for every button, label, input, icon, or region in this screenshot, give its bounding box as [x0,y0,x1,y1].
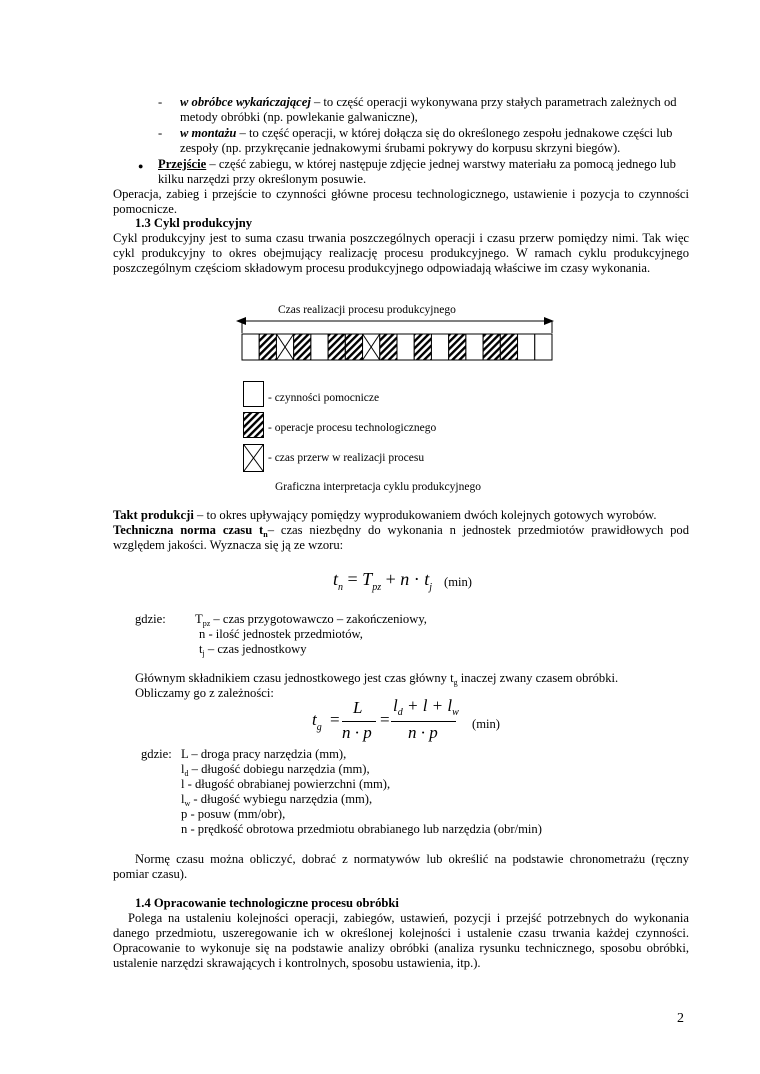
section-heading: 1.3 Cykl produkcyjny [135,216,252,230]
where-line: n - ilość jednostek przedmiotów, [199,627,363,641]
formula-denominator: n · p [408,723,438,742]
list-item-line: kilku narzędzi przy określonym posuwie. [158,172,367,186]
legend-swatch-hatch [243,412,264,438]
segment-empty [518,334,535,360]
legend-swatch-cross [243,444,264,472]
where-line: p - posuw (mm/obr), [181,807,286,821]
paragraph-line: poszczególnym częściom składowym procesu produkcyjnego odpowiadają właściwe im czasy wykonania. [113,261,651,275]
term-norm-sub: n [263,530,268,539]
fraction-bar [342,721,376,722]
segment-hatch [500,334,517,360]
text: inaczej zwany czasem obróbki. [457,671,619,685]
where-line: L – droga pracy narzędzia (mm), [181,747,347,761]
formula-symbol: n [400,569,410,589]
dash-marker: - [158,126,163,140]
formula-operator: · [409,569,425,589]
formula-main-time-lhs [312,710,322,733]
symbol-sub: d [184,769,189,778]
legend-label-breaks: - czas przerw w realizacji procesu [268,452,425,464]
segment-hatch [294,334,311,360]
where-label: gdzie: [135,612,166,626]
term-assembly: w montażu [180,126,237,140]
segment-hatch [259,334,276,360]
paragraph-line: ustalenie narzędzi skrawających i kontrolnych, sposobu ustawienia, itp.). [113,956,481,970]
arrow-head-left [236,317,246,325]
where-label: gdzie: [141,747,172,761]
segment-empty [242,334,259,360]
segment-hatch [345,334,362,360]
segment-empty [311,334,328,360]
formula-operator: + [381,569,401,589]
symbol: T [195,612,203,626]
paragraph-line: Obliczamy go z zależności: [135,686,274,700]
where-line: l - długość obrabianej powierzchni (mm), [181,777,391,791]
list-item-text: – to część operacji wykonywana przy stałych parametrach zależnych od [310,95,677,109]
where-line [195,612,427,628]
symbol: t [199,642,203,656]
fraction-bar [391,721,456,722]
segment-hatch [449,334,466,360]
formula-norm-time [333,568,432,594]
formula-symbol: t [312,710,317,729]
symbol-sub: g [453,678,458,687]
takt-definition [113,508,656,523]
where-text: – długość dobiegu narzędzia (mm), [188,762,370,776]
formula-sub: g [316,722,322,733]
segment-hatch [483,334,500,360]
legend-swatch-empty [243,381,264,407]
formula-sub: w [452,707,459,718]
definition-text: – czas niezbędny do wykonania n jednostek przedmiotów prawidłowych pod [267,523,690,537]
page-number: 2 [677,1011,684,1026]
symbol: l [181,762,185,776]
formula-operator: = [343,569,363,589]
term-pass: Przejście [158,157,207,171]
formula-symbol: t [333,569,339,589]
paragraph-line: pomocnicze. [113,202,177,216]
symbol-sub: j [202,649,205,658]
where-text: – czas przygotowawczo – zakończeniowy, [210,612,427,626]
segment-empty [466,334,483,360]
paragraph-line [135,671,618,687]
formula-denominator: n · p [342,723,372,742]
text: Głównym składnikiem czasu jednostkowego jest czas główny t [135,671,454,685]
list-item-text: – to część operacji, w której dołącza się do określonego zespołu jednakowe części lub [236,126,673,140]
paragraph-line: cykl produkcyjny to okres obejmujący realizację procesu produkcyjnego. W ramach cyklu produkcyjnego [113,246,689,260]
dash-marker: - [158,95,163,109]
term-takt: Takt produkcji [113,508,194,522]
paragraph-line: Opracowanie to wykonuje się na podstawie analizy obróbki (analiza rysunku technicznego, sposobu obróbki, [113,941,689,955]
segment-hatch [380,334,397,360]
formula-unit: (min) [472,717,500,731]
list-item-finishing [180,95,688,110]
paragraph-line: Normę czasu można obliczyć, dobrać z normatywów lub określić na podstawie chronometrażu (ręczny [135,852,689,866]
formula-sub: n [338,582,344,593]
segment-empty [431,334,448,360]
segment-hatch [328,334,345,360]
formula-unit: (min) [444,575,472,589]
formula-symbol: l [393,696,398,715]
segment-empty [535,334,552,360]
formula-symbol: + l + l [402,696,453,715]
formula-numerator: L [353,698,363,717]
formula-sub: pz [372,582,382,593]
list-item-text: – część zabiegu, w której następuje zdjęcie jednej warstwy materiału za pomocą jednego lub [206,157,676,171]
formula-numerator [393,698,459,716]
formula-symbol: T [362,569,373,589]
diagram-caption: Graficzna interpretacja cyklu produkcyjnego [275,481,481,493]
paragraph-line: Cykl produkcyjny jest to suma czasu trwania poszczególnych operacji i czasu przerw pomiędzy nimi. Tak więc [113,231,689,245]
paragraph-line: Operacja, zabieg i przejście to czynności główne procesu technologicznego, ustawienie i pozycja to czynności [113,187,689,201]
list-item-pass [158,157,676,172]
diagram-top-label: Czas realizacji procesu produkcyjnego [278,304,456,316]
bullet-marker: ● [138,161,144,171]
segment-hatch [414,334,431,360]
where-text: – czas jednostkowy [204,642,307,656]
list-item-line: zespoły (np. przykręcanie jednakowymi śrubami pokrywy do korpusu skrzyni biegów). [180,141,621,155]
paragraph-line: pomiar czasu). [113,867,188,881]
formula-sub: j [429,582,433,593]
formula-symbol: t [424,569,430,589]
symbol-sub: w [184,799,191,808]
legend-label-auxiliary: - czynności pomocnicze [268,392,380,404]
section-heading: 1.4 Opracowanie technologiczne procesu obróbki [135,896,399,910]
list-item-line: metody obróbki (np. powlekanie galwaniczne), [180,110,418,124]
formula-operator: = [330,710,340,729]
paragraph-line: danego przedmiotu, uszeregowanie ich w określonej kolejności i ustalenie czasu trwania każdej czynności. [113,926,689,940]
where-line [181,792,372,808]
list-item-assembly [180,126,688,141]
definition-text: – to okres upływający pomiędzy wyprodukowaniem dwóch kolejnych gotowych wyrobów. [193,508,657,522]
legend-label-operations: - operacje procesu technologicznego [268,422,437,434]
paragraph-line: Polega na ustaleniu kolejności operacji, zabiegów, ustawień, pozycji i przejść potrzebnych do wykonania [128,911,689,925]
symbol: l [181,792,185,806]
segments-bar [242,334,552,360]
formula-sub: d [397,707,403,718]
where-text: - długość wybiegu narzędzia (mm), [190,792,373,806]
where-line: n - prędkość obrotowa przedmiotu obrabianego lub narzędzia (obr/min) [181,822,542,836]
symbol-sub: pz [202,619,211,628]
norm-definition [113,523,689,539]
where-line [181,762,370,778]
term-norm: Techniczna norma czasu t [113,523,264,537]
where-line [199,642,307,658]
segment-empty [397,334,414,360]
paragraph-line: względem jakości. Wyznacza się ją ze wzoru: [113,538,344,552]
production-cycle-diagram [236,313,562,371]
term-finishing: w obróbce wykańczającej [180,95,311,109]
formula-operator: = [380,710,390,729]
